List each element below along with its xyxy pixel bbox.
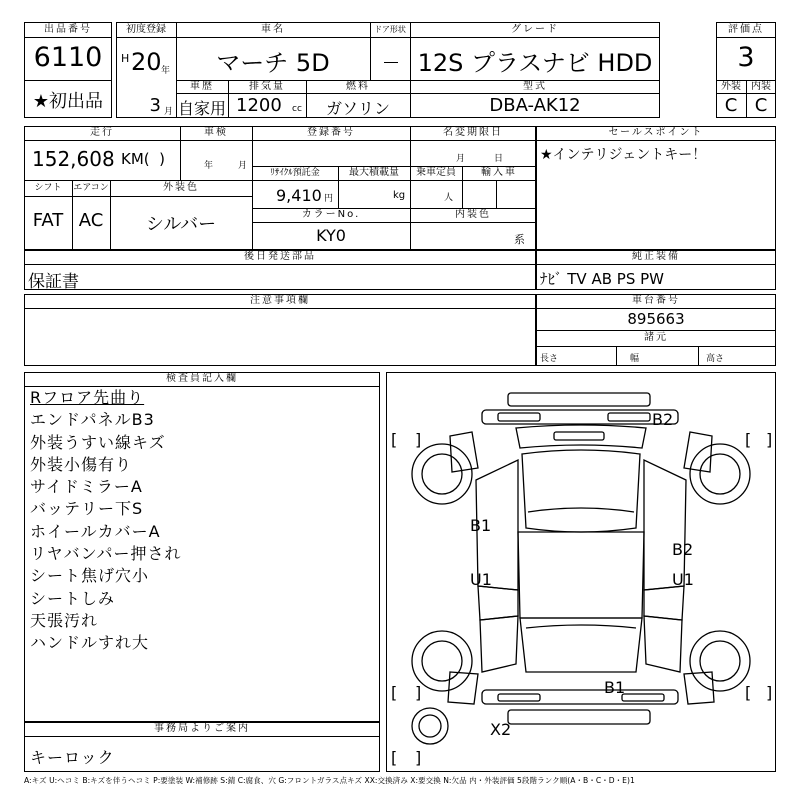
spec-length: 長さ <box>540 354 559 364</box>
exterior-color-label: 外装色 <box>163 182 199 193</box>
note-item: Rフロア先曲り <box>30 388 145 407</box>
exterior-color-value: シルバー <box>145 214 217 235</box>
capacity-label: 乗車定員 <box>416 167 456 178</box>
lot-number: 6110 <box>33 42 103 73</box>
bracket-rear-left-close: ] <box>415 430 422 449</box>
sales-point-value: ★インテリジェントキー！ <box>540 147 707 163</box>
note-item: 外装小傷有り <box>30 454 133 474</box>
first-listing: ★初出品 <box>32 91 104 112</box>
mileage-unit: KM( ) <box>121 150 166 168</box>
inspector-notes <box>30 387 182 655</box>
load-unit: kg <box>393 190 406 201</box>
sales-point-label: セールスポイント <box>608 127 704 138</box>
office-label: 事務局よりご案内 <box>154 723 250 734</box>
mark-front: B1 <box>604 678 626 697</box>
registration-label: 登録番号 <box>307 127 355 138</box>
equipment-label: 純正装備 <box>632 251 680 262</box>
mark-right-lower: U1 <box>672 570 694 589</box>
rating-score: 3 <box>737 42 755 73</box>
aircon-label: エアコン <box>73 183 109 193</box>
spec-width: 幅 <box>630 354 640 364</box>
shift-label: シフト <box>34 183 62 193</box>
category-label: 車歴 <box>190 81 214 92</box>
model-label: 型式 <box>523 81 547 92</box>
note-item: バッテリー下S <box>30 499 144 519</box>
fuel-label: 燃料 <box>346 81 370 92</box>
mark-left-door: B1 <box>470 516 492 535</box>
capacity-unit: 人 <box>444 193 454 203</box>
model-value: DBA-AK12 <box>489 95 581 116</box>
era: H <box>121 52 130 65</box>
car-name: マーチ 5D <box>216 49 330 77</box>
inspection-year: 年 <box>204 161 214 171</box>
grade-label: グレード <box>511 24 559 35</box>
bracket-front-left-open: [ <box>391 683 398 702</box>
displacement-unit: cc <box>292 104 302 114</box>
aircon-value: AC <box>78 210 104 231</box>
mileage-label: 走行 <box>90 127 114 138</box>
load-label: 最大積載量 <box>349 167 399 178</box>
reg-month: 3 <box>149 95 161 116</box>
note-item: ホイールカバーA <box>30 521 161 541</box>
inspection-label: 車検 <box>204 127 228 138</box>
deadline-day: 日 <box>494 154 504 164</box>
recycle-value: 9,410 <box>276 186 322 205</box>
int-label: 内装 <box>751 81 771 92</box>
caution-label: 注意事項欄 <box>250 295 310 306</box>
note-item: 天張汚れ <box>30 610 99 630</box>
bracket-rear-right-open: [ <box>745 430 752 449</box>
spec-label: 諸元 <box>644 332 668 343</box>
color-no-label: カラーNo. <box>301 209 361 220</box>
recycle-unit: 円 <box>324 194 334 204</box>
ext-label: 外装 <box>721 81 741 92</box>
car-name-label: 車名 <box>261 24 285 35</box>
office-value: キーロック <box>30 748 115 767</box>
displacement-label: 排気量 <box>249 81 285 92</box>
inspector-label: 検査員記入欄 <box>166 373 238 384</box>
rating-label: 評価点 <box>728 24 764 35</box>
note-item: サイドミラーA <box>30 477 143 497</box>
reg-year: 20 <box>131 48 162 76</box>
mark-rear-bumper: B2 <box>652 410 674 429</box>
chassis-value: 895663 <box>627 310 685 328</box>
later-parts-value: 保証書 <box>28 272 79 292</box>
interior-color-label: 内装色 <box>455 209 491 220</box>
displacement-value: 1200 <box>236 95 282 116</box>
bracket-front-right-open: [ <box>745 683 752 702</box>
shift-value: FAT <box>32 210 64 231</box>
year-unit: 年 <box>161 66 171 76</box>
color-no-value: KY0 <box>316 226 346 245</box>
note-item: エンドパネルB3 <box>30 410 155 430</box>
deadline-label: 名変期限日 <box>443 127 503 138</box>
deadline-month: 月 <box>456 154 466 164</box>
note-item: 外装うすい線キズ <box>30 432 166 452</box>
bracket-front-left-close: ] <box>415 683 422 702</box>
bracket-front-right-close: ] <box>766 683 773 702</box>
inspection-month: 月 <box>238 161 248 171</box>
mark-bottom-left: X2 <box>490 720 512 739</box>
import-label: 輸入車 <box>481 167 517 178</box>
note-item: シート焦げ穴小 <box>30 566 150 586</box>
mark-left-lower: U1 <box>470 570 492 589</box>
bracket-spare-open: [ <box>391 748 398 767</box>
note-item: シートしみ <box>30 588 116 608</box>
chassis-label: 車台番号 <box>632 295 680 306</box>
legend: A:キズ U:ヘコミ B:キズを伴うヘコミ P:要塗装 W:補修跡 S:錆 C:腐食、穴 G:フロントガラス点キズ XX:交換済み X:要交換 N:欠品 内・外装評価 5段階ランク順(A・B・C・D・E)1 <box>24 776 635 785</box>
ext-rating: C <box>724 95 738 116</box>
spec-height: 高さ <box>706 354 725 364</box>
fuel-value: ガソリン <box>325 99 390 118</box>
bracket-rear-left-open: [ <box>391 430 398 449</box>
later-parts-label: 後日発送部品 <box>244 251 316 262</box>
car-diagram <box>386 372 776 772</box>
mark-right-door: B2 <box>672 540 694 559</box>
bracket-rear-right-close: ] <box>766 430 773 449</box>
note-item: ハンドルすれ大 <box>30 633 150 653</box>
int-rating: C <box>754 95 768 116</box>
note-item: リヤバンパー押され <box>30 544 182 564</box>
lot-label: 出品番号 <box>44 24 92 35</box>
door-label: ドア形状 <box>374 25 406 34</box>
first-reg-label: 初度登録 <box>126 24 166 35</box>
equipment-value: ﾅﾋﾞ TV AB PS PW <box>540 270 664 288</box>
recycle-label: ﾘｻｲｸﾙ預託金 <box>270 168 320 178</box>
month-unit: 月 <box>164 107 174 117</box>
grade-value: 12S プラスナビ HDD <box>417 49 653 77</box>
category-value: 自家用 <box>177 99 226 118</box>
bracket-spare-close: ] <box>415 748 422 767</box>
mileage-value: 152,608 <box>32 147 115 171</box>
interior-color-unit: 系 <box>514 233 525 246</box>
